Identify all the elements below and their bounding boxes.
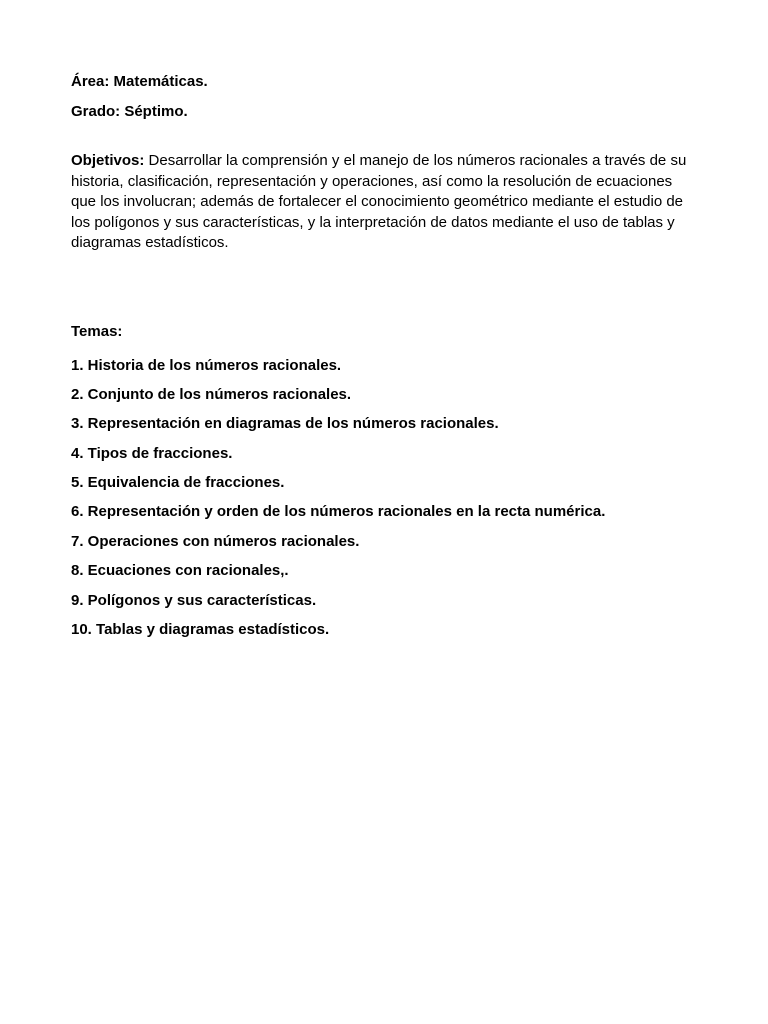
grado-line: Grado: Séptimo. [71,103,188,120]
tema-item: 10. Tablas y diagramas estadísticos. [71,621,330,639]
document-page [71,72,696,639]
tema-item: 7. Operaciones con números racionales. [71,532,360,550]
tema-item: 9. Polígonos y sus características. [71,591,317,609]
temas-list [71,356,696,640]
tema-item: 2. Conjunto de los números racionales. [71,385,352,403]
objetivos-paragraph [71,151,696,254]
tema-item: 3. Representación en diagramas de los números racionales. [71,415,499,433]
tema-item: 5. Equivalencia de fracciones. [71,474,285,492]
tema-item: 4. Tipos de fracciones. [71,444,233,462]
tema-item: 1. Historia de los números racionales. [71,356,342,374]
tema-item: 8. Ecuaciones con racionales,. [71,562,289,580]
objetivos-text: Desarrollar la comprensión y el manejo de los números racionales a través de su historia, clasificación, representación y operaciones, así como la resolución de ecuaciones que los involucran; además de fortalecer el conocimiento geométrico mediante el estudio de los polígonos y sus características, y la interpretación de datos mediante el uso de tablas y diagramas estadísticos. [71,152,687,251]
objetivos-label: Objetivos: [71,152,145,169]
tema-item: 6. Representación y orden de los números racionales en la recta numérica. [71,503,606,521]
temas-heading: Temas: [71,322,123,340]
area-line: Área: Matemáticas. [71,73,208,90]
